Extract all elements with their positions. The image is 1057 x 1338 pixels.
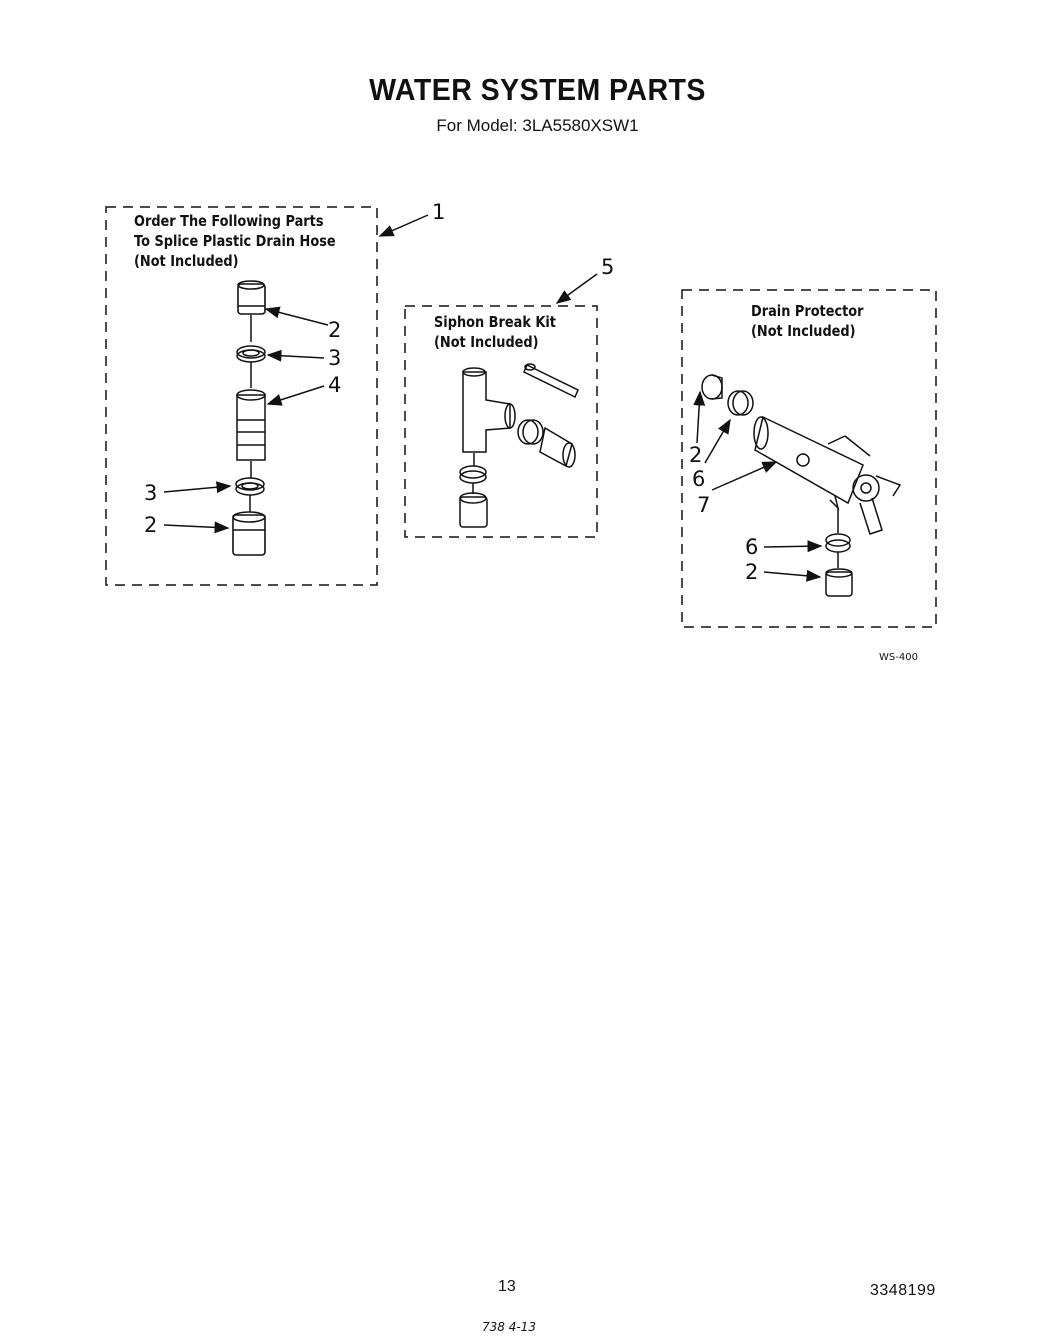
drain-protector-body xyxy=(754,417,900,534)
splice-kit-label-line1: Order The Following Parts xyxy=(134,212,324,230)
siphon-tube-strap xyxy=(524,364,578,397)
document-number: 3348199 xyxy=(870,1282,936,1299)
callout-7: 7 xyxy=(697,493,711,517)
splice-coupling-top xyxy=(238,281,265,314)
drain-protector-label-line1: Drain Protector xyxy=(751,302,864,320)
siphon-clamp-side xyxy=(518,420,543,444)
splice-coupling-bottom xyxy=(233,512,265,555)
figure-code: WS-400 xyxy=(879,652,918,663)
callout-3: 3 xyxy=(328,346,342,370)
siphon-coupling-bottom xyxy=(460,493,487,527)
drain-clamp-bottom xyxy=(826,534,850,552)
splice-clamp-bottom xyxy=(236,478,264,495)
callout-6: 6 xyxy=(745,535,759,559)
siphon-clamp-bottom xyxy=(460,466,486,483)
siphon-tee xyxy=(463,368,515,452)
model-subtitle: For Model: 3LA5580XSW1 xyxy=(436,116,639,135)
splice-connector xyxy=(237,390,265,460)
drain-coupling-side xyxy=(702,375,722,399)
callout-2: 2 xyxy=(328,318,342,342)
siphon-coupling-side xyxy=(540,428,575,467)
siphon-kit-label-line2: (Not Included) xyxy=(434,333,539,351)
page-title: WATER SYSTEM PARTS xyxy=(369,72,706,107)
callout-2: 2 xyxy=(689,443,703,467)
handwritten-note: 738 4-13 xyxy=(482,1320,536,1334)
drain-clamp-side xyxy=(728,391,753,415)
splice-clamp-top xyxy=(237,346,265,362)
page-number: 13 xyxy=(498,1278,516,1295)
callout-4: 4 xyxy=(328,373,342,397)
callout-3: 3 xyxy=(144,481,158,505)
splice-kit-label-line2: To Splice Plastic Drain Hose xyxy=(134,232,336,250)
splice-kit-label-line3: (Not Included) xyxy=(134,252,239,270)
callout-6: 6 xyxy=(692,467,706,491)
callout-2: 2 xyxy=(144,513,158,537)
callout-1: 1 xyxy=(432,200,446,224)
siphon-kit-label-line1: Siphon Break Kit xyxy=(434,313,556,331)
drain-coupling-bottom xyxy=(826,569,852,596)
callout-5: 5 xyxy=(601,255,615,279)
callout-2: 2 xyxy=(745,560,759,584)
drain-protector-label-line2: (Not Included) xyxy=(751,322,856,340)
